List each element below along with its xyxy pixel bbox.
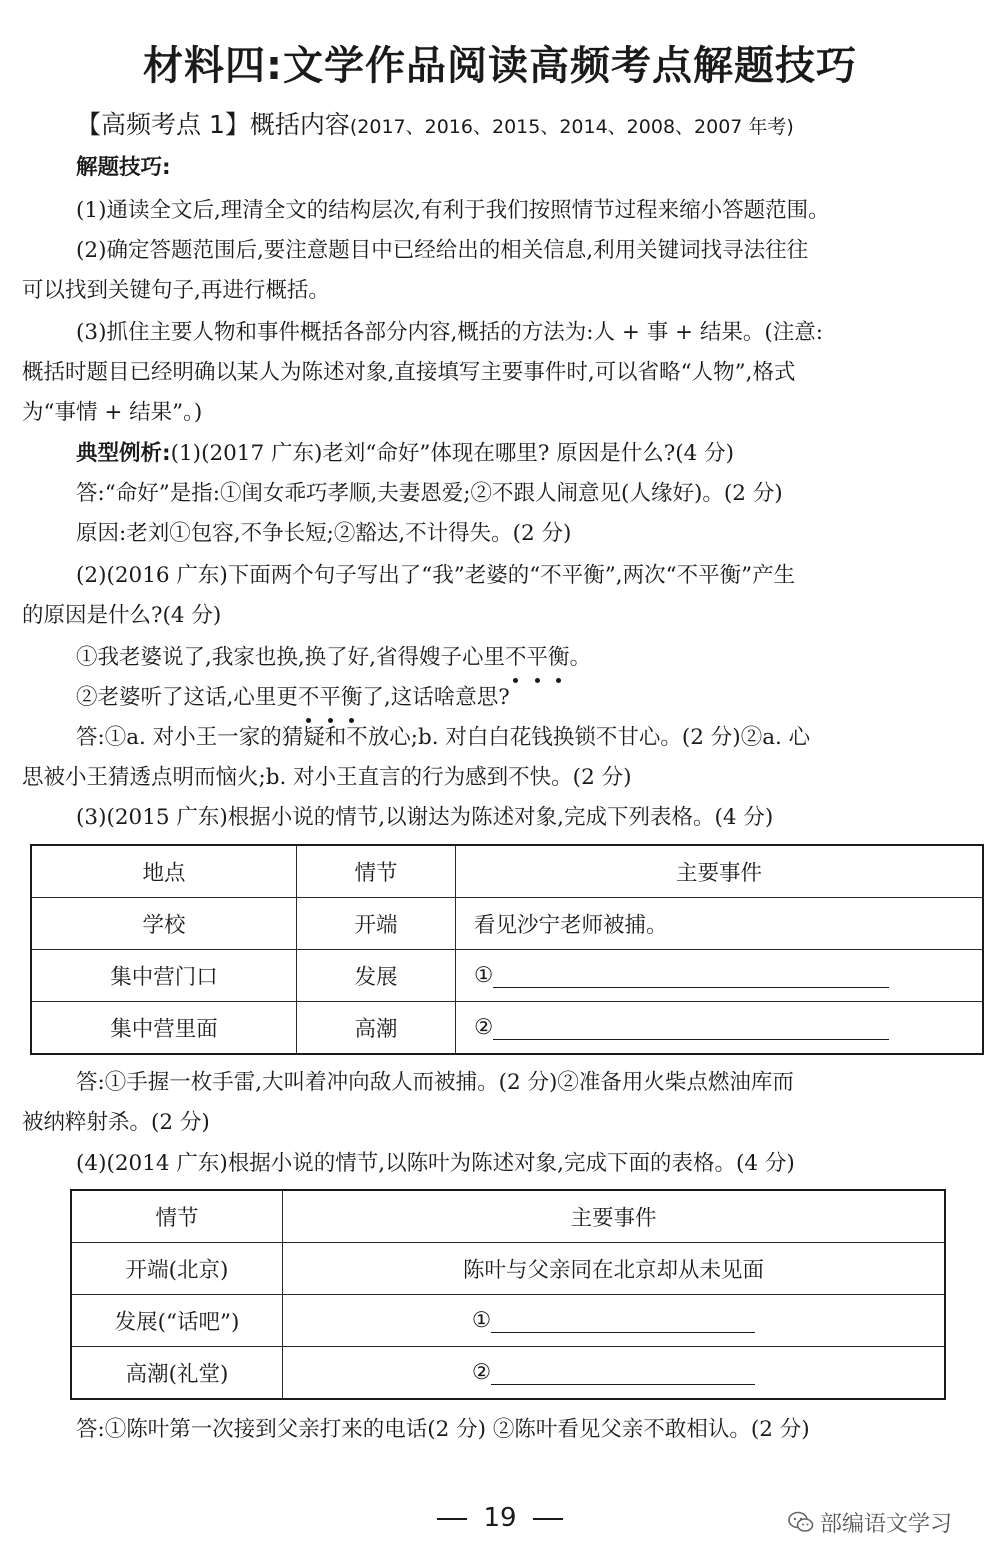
example-2-sentence-1: [76, 643, 994, 673]
answer-blank: [493, 1017, 889, 1040]
example-2-answer-1: 答:①a. 对小王一家的猜疑和不放心;b. 对白白花钱换锁不甘心。(2 分)②a. 心: [76, 725, 811, 750]
page-number-text: 19: [483, 1503, 517, 1533]
example-2-answer-2: 思被小王猜透点明而恼火;b. 对小王直言的行为感到不快。(2 分): [22, 765, 632, 790]
example-1-answer-2: 原因:老刘①包容,不争长短;②豁达,不计得失。(2 分): [76, 521, 572, 546]
watermark-text: 部编语文学习: [820, 1512, 953, 1537]
table-cell: [456, 950, 984, 1002]
table-cell: 集中营门口: [31, 950, 297, 1002]
emphasis-char: 衡: [341, 683, 363, 713]
tip-3-line-2: 概括时题目已经明确以某人为陈述对象,直接填写主要事件时,可以省略“人物”,格式: [22, 360, 796, 385]
emphasis-char: 平: [527, 643, 549, 673]
table-cell: 发展: [297, 950, 456, 1002]
table-header: 主要事件: [456, 845, 984, 898]
example-3-answer-1: 答:①手握一枚手雷,大叫着冲向敌人而被捕。(2 分)②准备用火柴点燃油库而: [76, 1070, 794, 1095]
example-4-table: [70, 1189, 946, 1400]
table-header: 情节: [71, 1190, 283, 1243]
example-1-question-text: (1)(2017 广东)老刘“命好”体现在哪里? 原因是什么?(4 分): [170, 441, 735, 466]
table-header-row: [71, 1190, 945, 1243]
table-cell: [456, 1002, 984, 1055]
table-row: [71, 1295, 945, 1347]
heading-years: (2017、2016、2015、2014、2008、2007 年考): [349, 116, 794, 138]
page-title: 材料四:文学作品阅读高频考点解题技巧: [143, 43, 857, 89]
table-cell: 开端: [297, 898, 456, 950]
example-2-question-line-2: 的原因是什么?(4 分): [22, 603, 222, 628]
sentence-1-text: ①我老婆说了,我家也换,换了好,省得嫂子心里: [76, 645, 506, 670]
dash-right: [533, 1518, 563, 1520]
answer-blank: [493, 965, 889, 988]
table-cell: 陈叶与父亲同在北京却从未见面: [283, 1243, 946, 1295]
wechat-icon: [788, 1511, 814, 1539]
example-4-question: (4)(2014 广东)根据小说的情节,以陈叶为陈述对象,完成下面的表格。(4 分): [76, 1151, 795, 1176]
sentence-2-text: ②老婆听了这话,心里更: [76, 685, 298, 710]
table-cell: 开端(北京): [71, 1243, 283, 1295]
table-cell: 发展(“话吧”): [71, 1295, 283, 1347]
example-label: 典型例析:: [76, 441, 171, 466]
example-4-answer: 答:①陈叶第一次接到父亲打来的电话(2 分) ②陈叶看见父亲不敢相认。(2 分): [76, 1417, 810, 1442]
table-header: 主要事件: [283, 1190, 946, 1243]
emphasis-char: 不: [505, 643, 527, 673]
emphasis-char: 不: [298, 683, 320, 713]
watermark: [788, 1507, 952, 1539]
blank-marker: ①: [471, 1308, 492, 1333]
tip-3-line-3: 为“事情 + 结果”。): [22, 400, 203, 425]
tip-2-line-1: (2)确定答题范围后,要注意题目中已经给出的相关信息,利用关键词找寻法往往: [76, 238, 809, 263]
tips-label: 解题技巧:: [76, 155, 171, 180]
dash-left: [437, 1518, 467, 1520]
table-row: [71, 1347, 945, 1400]
section-heading: [76, 110, 1000, 142]
example-3-answer-2: 被纳粹射杀。(2 分): [22, 1110, 210, 1135]
example-2-question-line-1: (2)(2016 广东)下面两个句子写出了“我”老婆的“不平衡”,两次“不平衡”产生: [76, 563, 796, 588]
table-cell: [283, 1347, 946, 1400]
blank-marker: ②: [471, 1360, 492, 1385]
table-cell: [283, 1295, 946, 1347]
example-1-answer-1: 答:“命好”是指:①闺女乖巧孝顺,夫妻恩爱;②不跟人闹意见(人缘好)。(2 分): [76, 481, 783, 506]
answer-blank: [491, 1310, 755, 1333]
table-row: [31, 950, 983, 1002]
tip-1: (1)通读全文后,理清全文的结构层次,有利于我们按照情节过程来缩小答题范围。: [76, 198, 830, 223]
blank-marker: ①: [474, 963, 494, 988]
emphasis-char: 衡: [548, 643, 570, 673]
answer-blank: [491, 1362, 755, 1385]
tip-2-line-2: 可以找到关键句子,再进行概括。: [22, 278, 330, 303]
table-cell: 学校: [31, 898, 297, 950]
example-3-question: (3)(2015 广东)根据小说的情节,以谢达为陈述对象,完成下列表格。(4 分): [76, 805, 774, 830]
sentence-2-end: 了,这话啥意思?: [362, 685, 510, 710]
table-header: 地点: [31, 845, 297, 898]
table-cell: 集中营里面: [31, 1002, 297, 1055]
blank-marker: ②: [474, 1015, 494, 1040]
example-3-table: [30, 844, 984, 1055]
heading-label: 【高频考点 1】概括内容: [76, 110, 350, 139]
table-header: 情节: [297, 845, 456, 898]
table-cell: 看见沙宁老师被捕。: [456, 898, 984, 950]
tip-3-line-1: (3)抓住主要人物和事件概括各部分内容,概括的方法为:人 + 事 + 结果。(注意:: [76, 320, 824, 345]
example-2-sentence-2: [76, 683, 994, 713]
table-row: [71, 1243, 945, 1295]
emphasis-char: 平: [319, 683, 341, 713]
table-row: [31, 1002, 983, 1055]
table-cell: 高潮(礼堂): [71, 1347, 283, 1400]
table-cell: 高潮: [297, 1002, 456, 1055]
table-header-row: [31, 845, 983, 898]
example-1-question: [76, 439, 994, 469]
table-row: [31, 898, 983, 950]
sentence-1-end: 。: [569, 645, 592, 670]
